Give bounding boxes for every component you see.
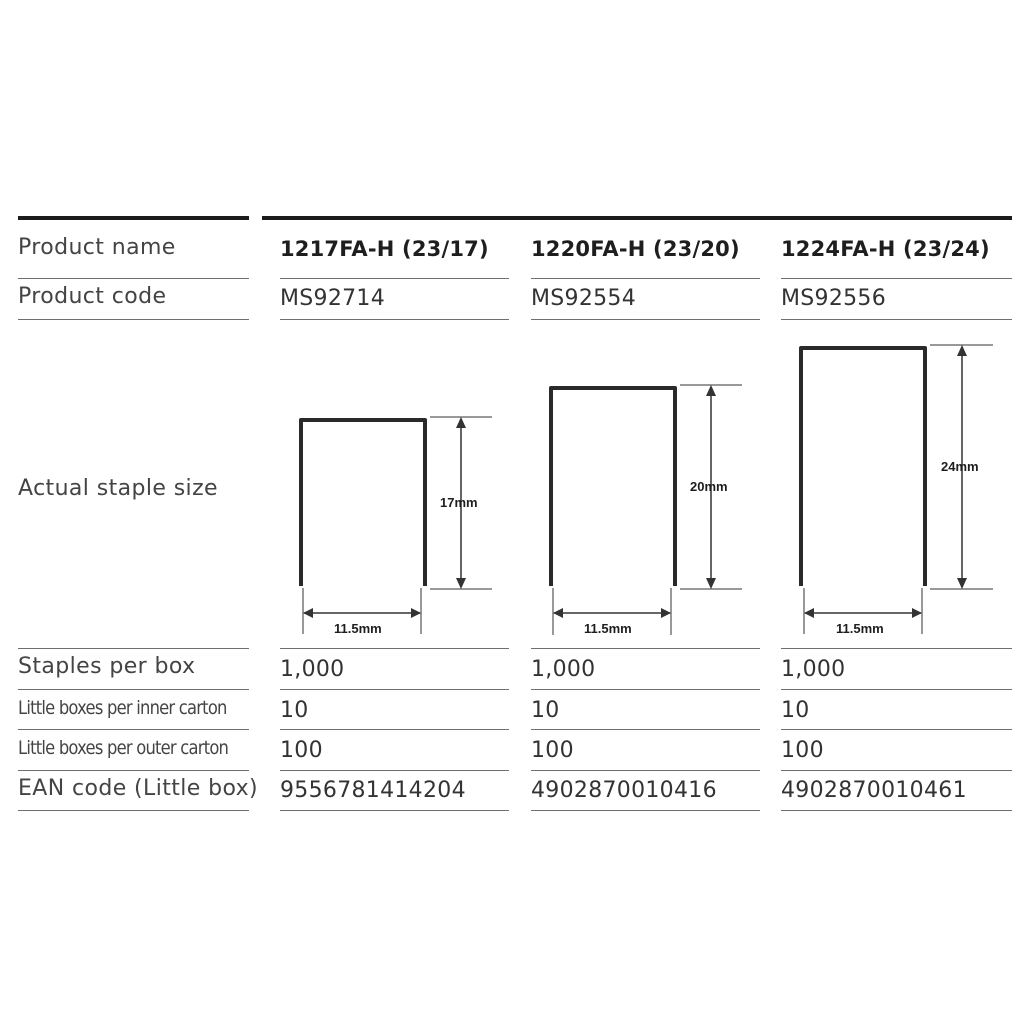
cell-divider: [781, 648, 1012, 649]
product-code-1224: MS92556: [781, 286, 887, 311]
label-divider: [18, 729, 249, 730]
staple-shape: [551, 388, 675, 586]
height-label: 17mm: [440, 495, 478, 510]
cell-divider: [781, 278, 1012, 279]
arrow-right-icon: [912, 608, 922, 618]
cell-divider: [531, 729, 760, 730]
cell-divider: [531, 278, 760, 279]
arrow-left-icon: [303, 608, 313, 618]
label-ean-code: EAN code (Little box): [18, 776, 259, 801]
product-code-1217: MS92714: [280, 286, 386, 311]
label-divider: [18, 648, 249, 649]
cell-divider: [280, 278, 509, 279]
label-outer-carton: Little boxes per outer carton: [18, 737, 229, 759]
cell-divider: [280, 729, 509, 730]
label-staple-size: Actual staple size: [18, 476, 218, 501]
product-code-1220: MS92554: [531, 286, 637, 311]
cell-divider: [280, 319, 509, 320]
width-label: 11.5mm: [334, 621, 382, 636]
label-product-name: Product name: [18, 235, 176, 260]
product-name-1217: 1217FA-H (23/17): [280, 237, 489, 261]
arrow-left-icon: [553, 608, 563, 618]
cell-divider: [280, 689, 509, 690]
inner-carton-1217: 10: [280, 698, 309, 723]
cell-divider: [781, 729, 1012, 730]
cell-divider: [781, 810, 1012, 811]
ean-1220: 4902870010416: [531, 778, 717, 803]
staple-shape: [801, 348, 925, 586]
staple-diagram-1217: [280, 400, 510, 640]
label-inner-carton: Little boxes per inner carton: [18, 697, 227, 719]
width-label: 11.5mm: [836, 621, 884, 636]
cell-divider: [280, 770, 509, 771]
staple-diagram-1220: [530, 368, 760, 640]
label-divider: [18, 319, 249, 320]
label-divider: [18, 689, 249, 690]
ean-1217: 9556781414204: [280, 778, 466, 803]
staples-per-box-1220: 1,000: [531, 657, 596, 682]
cell-divider: [781, 319, 1012, 320]
arrow-down-icon: [957, 578, 967, 589]
label-divider: [18, 810, 249, 811]
product-name-1224: 1224FA-H (23/24): [781, 237, 990, 261]
header-rule-right: [262, 216, 1012, 220]
cell-divider: [531, 689, 760, 690]
cell-divider: [531, 810, 760, 811]
arrow-up-icon: [957, 345, 967, 356]
staple-shape: [301, 420, 425, 586]
inner-carton-1224: 10: [781, 698, 810, 723]
arrow-left-icon: [804, 608, 814, 618]
staple-diagram-1224: [780, 328, 1012, 640]
height-label: 24mm: [941, 459, 979, 474]
staples-per-box-1217: 1,000: [280, 657, 345, 682]
outer-carton-1220: 100: [531, 738, 574, 763]
cell-divider: [280, 810, 509, 811]
product-name-1220: 1220FA-H (23/20): [531, 237, 740, 261]
cell-divider: [531, 319, 760, 320]
cell-divider: [781, 770, 1012, 771]
cell-divider: [781, 689, 1012, 690]
arrow-right-icon: [411, 608, 421, 618]
staples-per-box-1224: 1,000: [781, 657, 846, 682]
label-staples-per-box: Staples per box: [18, 654, 196, 679]
outer-carton-1217: 100: [280, 738, 323, 763]
label-product-code: Product code: [18, 284, 167, 309]
ean-1224: 4902870010461: [781, 778, 967, 803]
header-rule-left: [18, 216, 249, 220]
arrow-down-icon: [456, 578, 466, 589]
inner-carton-1220: 10: [531, 698, 560, 723]
cell-divider: [531, 648, 760, 649]
cell-divider: [531, 770, 760, 771]
arrow-right-icon: [661, 608, 671, 618]
label-divider: [18, 278, 249, 279]
width-label: 11.5mm: [584, 621, 632, 636]
arrow-up-icon: [456, 417, 466, 428]
arrow-up-icon: [706, 385, 716, 396]
arrow-down-icon: [706, 578, 716, 589]
cell-divider: [280, 648, 509, 649]
outer-carton-1224: 100: [781, 738, 824, 763]
height-label: 20mm: [690, 479, 728, 494]
label-divider: [18, 770, 249, 771]
